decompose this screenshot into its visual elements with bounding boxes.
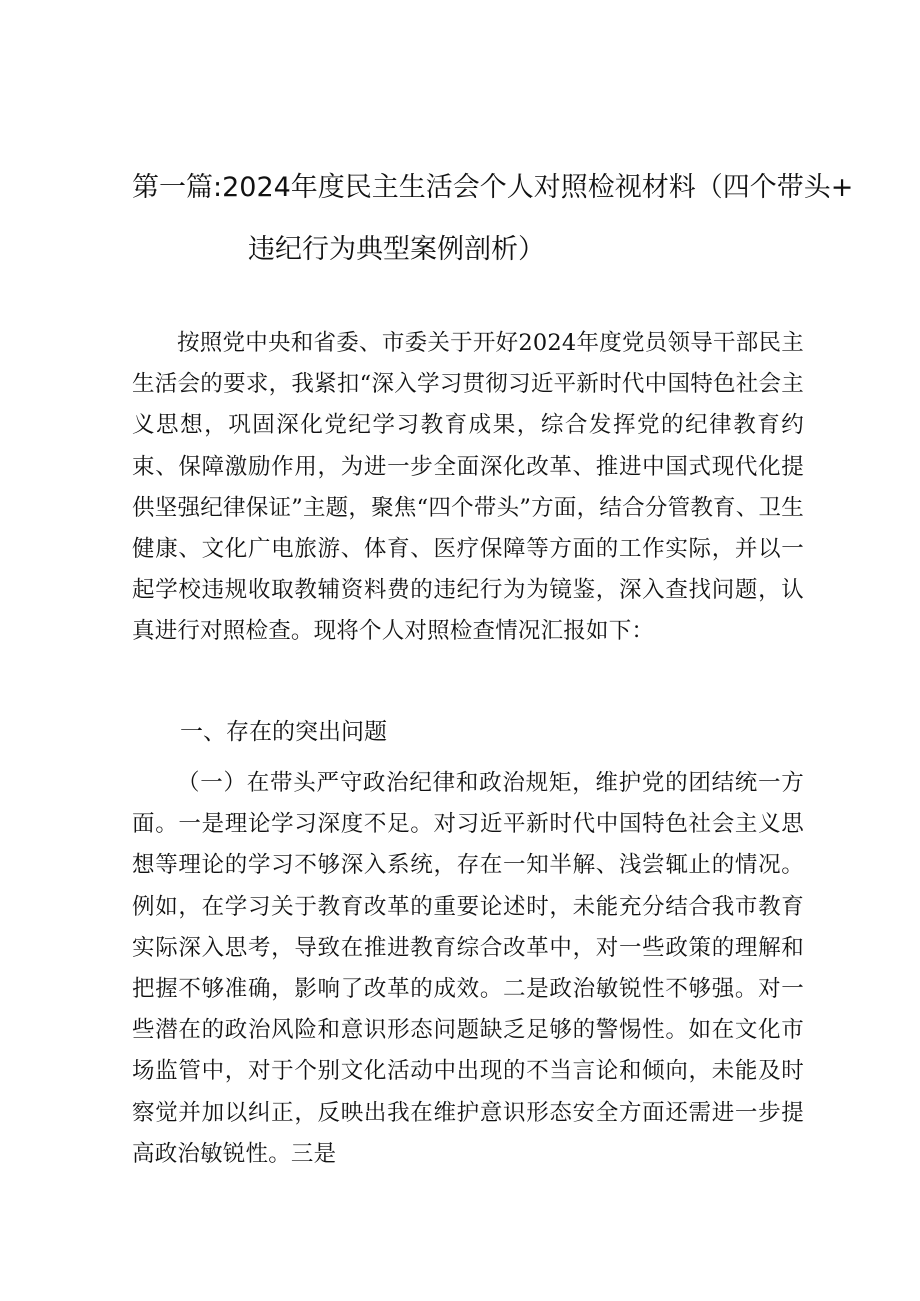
- section-heading-1: 一、存在的突出问题: [180, 719, 387, 745]
- intro-paragraph: 按照党中央和省委、市委关于开好2024年度党员领导干部民主生活会的要求，我紧扣“深入学习贯彻习近平新时代中国特色社会主义思想，巩固深化党纪学习教育成果，综合发挥党的纪律教育约束、保障激励作用，为进一步全面深化改革、推进中国式现代化提供坚强纪律保证”主题，聚焦“四个带头”方面，结合分管教育、卫生健康、文化广电旅游、体育、医疗保障等方面的工作实际，并以一起学校违规收取教辅资料费的违纪行为为镜鉴，深入查找问题，认真进行对照检查。现将个人对照检查情况汇报如下：: [132, 330, 804, 645]
- document-title-line-1: 第一篇:2024年度民主生活会个人对照检视材料（四个带头+: [132, 172, 854, 203]
- section-1-paragraph: （一）在带头严守政治纪律和政治规矩，维护党的团结统一方面。一是理论学习深度不足。对习近平新时代中国特色社会主义思想等理论的学习不够深入系统，存在一知半解、浅尝辄止的情况。例如，在学习关于教育改革的重要论述时，未能充分结合我市教育实际深入思考，导致在推进教育综合改革中，对一些政策的理解和把握不够准确，影响了改革的成效。二是政治敏锐性不够强。对一些潜在的政治风险和意识形态问题缺乏足够的警惕性。如在文化市场监管中，对于个别文化活动中出现的不当言论和倾向，未能及时察觉并加以纠正，反映出我在维护意识形态安全方面还需进一步提高政治敏锐性。三是: [132, 770, 804, 1167]
- document-title-line-2: 违纪行为典型案例剖析）: [248, 234, 545, 265]
